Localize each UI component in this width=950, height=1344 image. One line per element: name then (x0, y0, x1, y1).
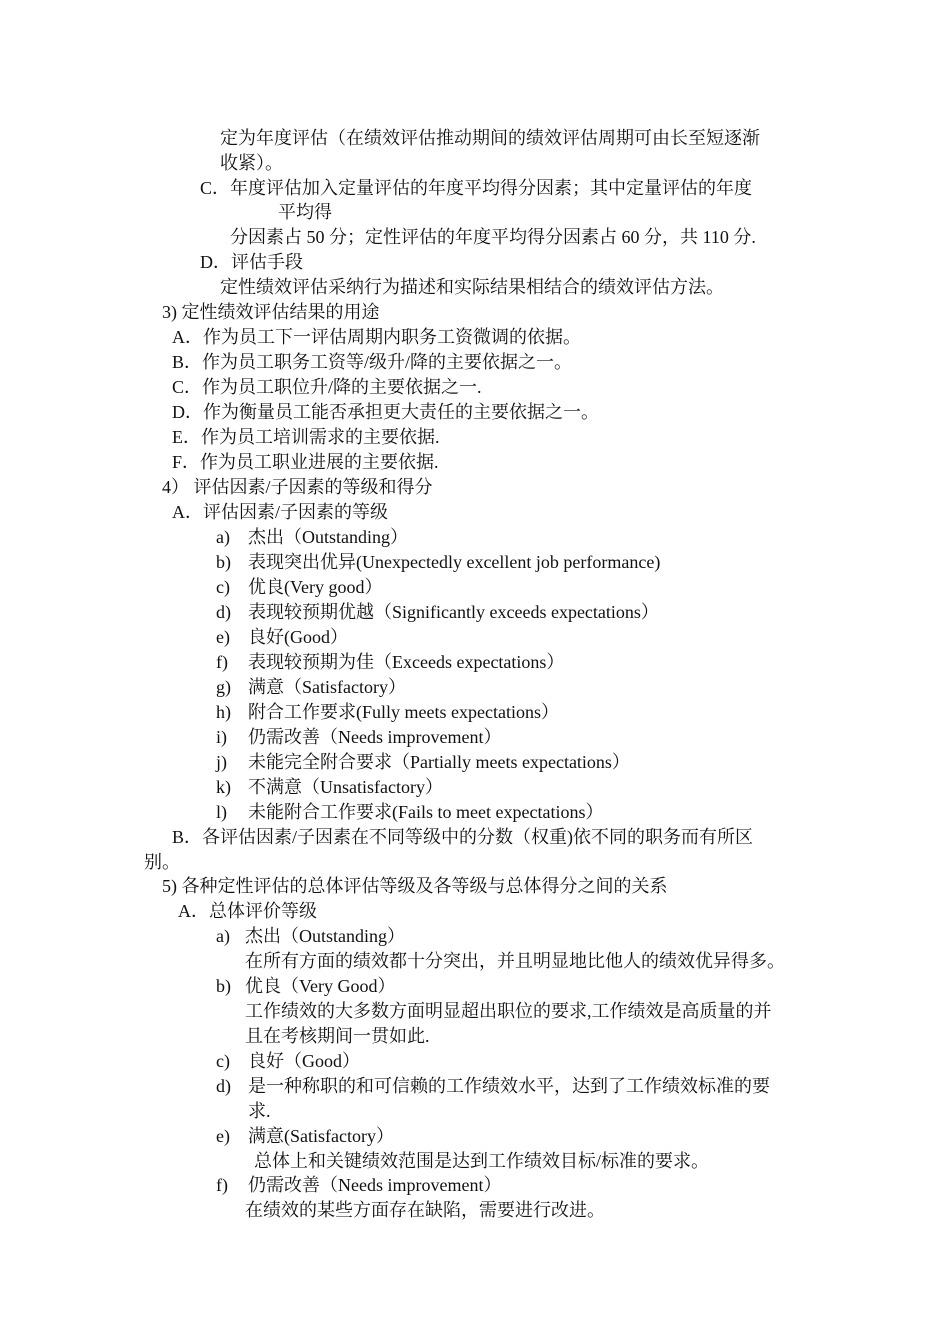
list-label: j) (216, 752, 227, 772)
text-line: E．作为员工培训需求的主要依据. (172, 427, 440, 447)
list-label: i) (216, 727, 227, 747)
list-label: c) (216, 1051, 230, 1071)
list-label: e) (216, 1126, 230, 1146)
list-label: b) (216, 552, 231, 572)
text-line: 总体上和关键绩效范围是达到工作绩效目标/标准的要求。 (254, 1151, 709, 1171)
text-line: 求. (248, 1101, 271, 1121)
text-line: A．评估因素/子因素的等级 (172, 502, 388, 522)
text-line: D．评估手段 (200, 252, 303, 272)
text-line: 在所有方面的绩效都十分突出，并且明显地比他人的绩效优异得多。 (245, 951, 785, 971)
list-item: 未能附合工作要求(Fails to meet expectations） (248, 802, 604, 822)
text-line: A．作为员工下一评估周期内职务工资微调的依据。 (172, 327, 581, 347)
list-item: 未能完全附合要求（Partially meets expectations） (248, 752, 630, 772)
list-item: 良好（Good） (248, 1051, 360, 1071)
list-item: 不满意（Unsatisfactory） (248, 777, 443, 797)
text-line: 平均得 (278, 202, 332, 222)
list-label: f) (216, 652, 228, 672)
list-label: c) (216, 577, 230, 597)
list-item: 良好(Good） (248, 627, 348, 647)
list-item: 附合工作要求(Fully meets expectations） (248, 702, 559, 722)
list-item: 是一种称职的和可信赖的工作绩效水平，达到了工作绩效标准的要 (248, 1076, 770, 1096)
list-label: e) (216, 627, 230, 647)
list-item: 表现较预期优越（Significantly exceeds expectations） (248, 602, 659, 622)
list-item: 优良(Very good） (248, 577, 383, 597)
list-label: l) (216, 802, 227, 822)
list-item: 满意(Satisfactory） (248, 1126, 394, 1146)
text-line: 定性绩效评估采纳行为描述和实际结果相结合的绩效评估方法。 (220, 277, 724, 297)
text-line: F．作为员工职业进展的主要依据. (172, 452, 439, 472)
list-item: 表现较预期为佳（Exceeds expectations） (248, 652, 565, 672)
text-line: B．作为员工职务工资等/级升/降的主要依据之一。 (172, 352, 573, 372)
text-line: C．年度评估加入定量评估的年度平均得分因素；其中定量评估的年度 (200, 178, 753, 198)
list-label: f) (216, 1175, 228, 1195)
list-label: a) (216, 527, 230, 547)
text-line: 定为年度评估（在绩效评估推动期间的绩效评估周期可由长至短逐渐 (220, 128, 760, 148)
section-heading: 4） 评估因素/子因素的等级和得分 (162, 477, 433, 497)
section-heading: 3) 定性绩效评估结果的用途 (162, 302, 380, 322)
text-line: 分因素占 50 分；定性评估的年度平均得分因素占 60 分，共 110 分. (230, 227, 756, 247)
list-item: 仍需改善（Needs improvement） (248, 1175, 502, 1195)
text-line: A．总体评价等级 (178, 901, 317, 921)
list-label: h) (216, 702, 231, 722)
list-item: 杰出（Outstanding） (248, 527, 408, 547)
list-item: 满意（Satisfactory） (248, 677, 406, 697)
list-label: k) (216, 777, 231, 797)
list-label: d) (216, 1076, 231, 1096)
list-label: a) (216, 926, 230, 946)
text-line: 工作绩效的大多数方面明显超出职位的要求,工作绩效是高质量的并 (245, 1001, 772, 1021)
list-label: g) (216, 677, 231, 697)
text-line: C．作为员工职位升/降的主要依据之一. (172, 377, 482, 397)
list-item: 表现突出优异(Unexpectedly excellent job performance) (248, 552, 661, 572)
list-item: 杰出（Outstanding） (245, 926, 405, 946)
text-line: B．各评估因素/子因素在不同等级中的分数（权重)依不同的职务而有所区 (172, 827, 753, 847)
list-item: 仍需改善（Needs improvement） (248, 727, 502, 747)
text-line: 且在考核期间一贯如此. (245, 1026, 430, 1046)
text-line: 收紧）。 (220, 153, 283, 173)
text-line: 在绩效的某些方面存在缺陷，需要进行改进。 (245, 1200, 605, 1220)
list-label: d) (216, 602, 231, 622)
list-label: b) (216, 976, 231, 996)
list-item: 优良（Very Good） (245, 976, 396, 996)
text-line: 别。 (144, 852, 180, 872)
section-heading: 5) 各种定性评估的总体评估等级及各等级与总体得分之间的关系 (162, 876, 668, 896)
text-line: D．作为衡量员工能否承担更大责任的主要依据之一。 (172, 402, 599, 422)
